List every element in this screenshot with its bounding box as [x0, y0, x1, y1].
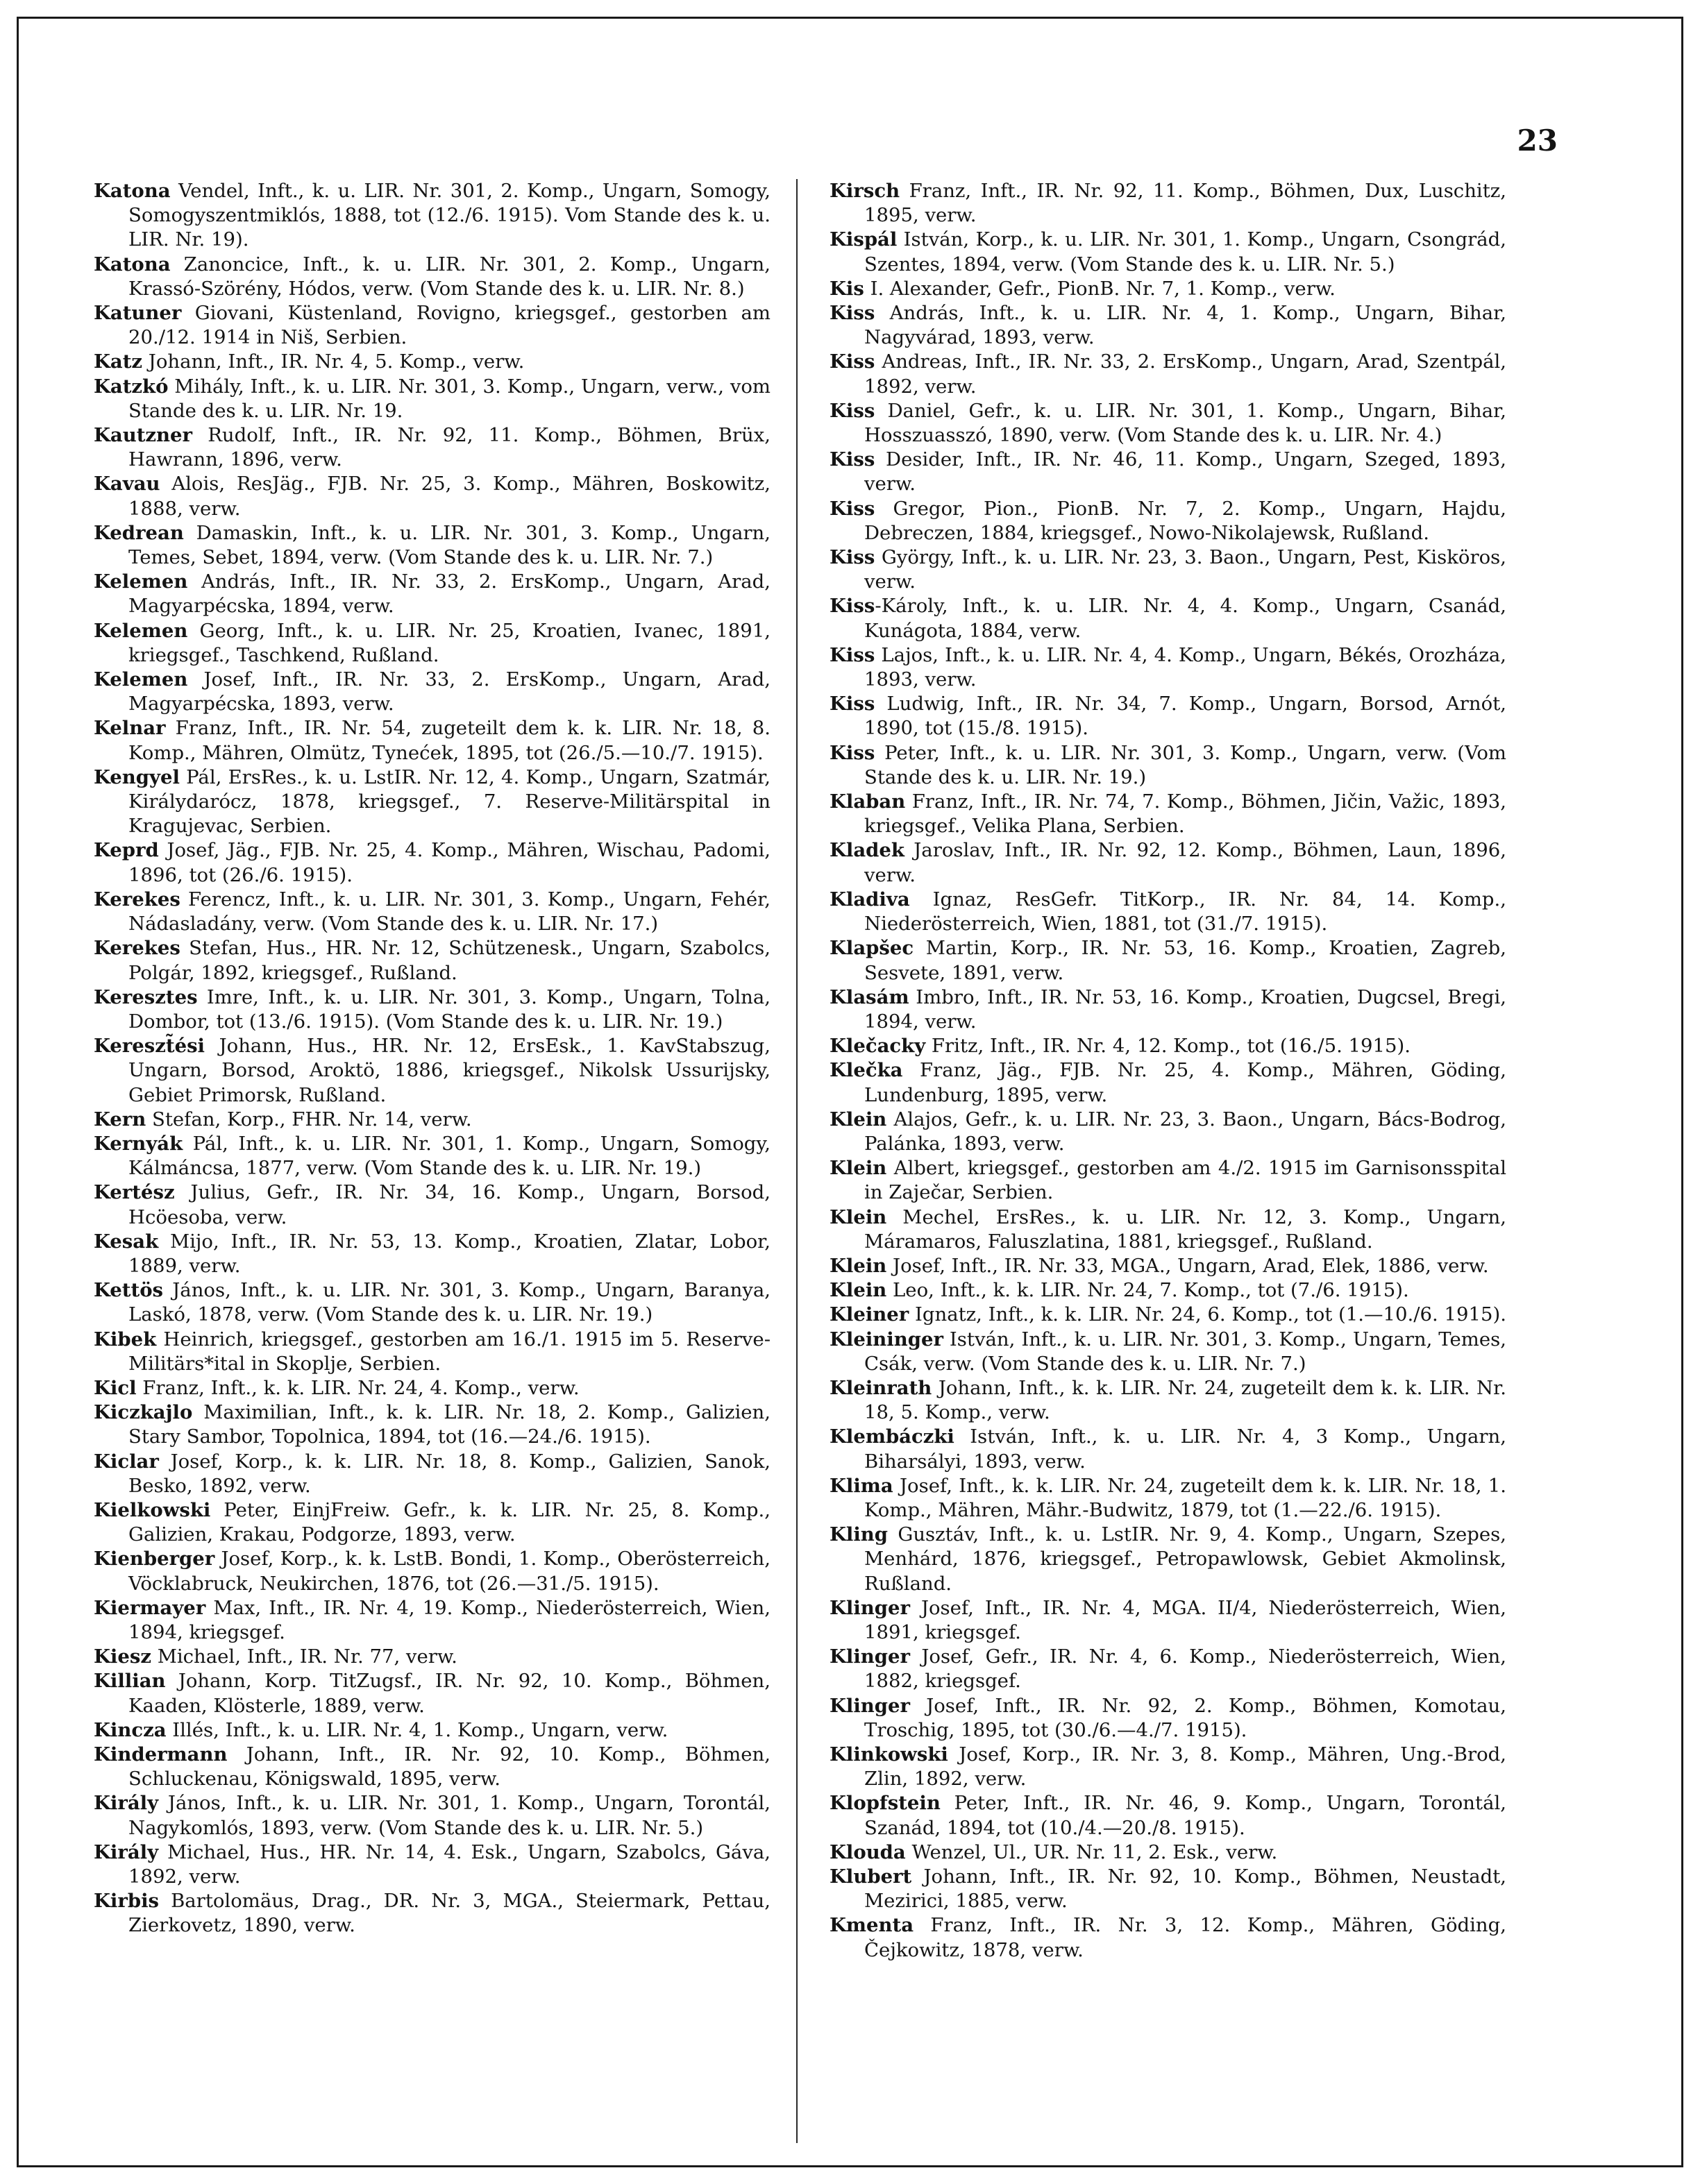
- entry-surname: Király: [94, 1840, 159, 1863]
- entry-details: Josef, Korp., IR. Nr. 3, 8. Komp., Mähren, Ung.-Brod, Zlin, 1892, verw.: [864, 1743, 1506, 1791]
- entry-surname: Klembáczki: [830, 1425, 954, 1448]
- list-item: [830, 1645, 1506, 1693]
- list-item: [830, 985, 1506, 1034]
- entry-surname: Klein: [830, 1279, 887, 1302]
- list-item: [94, 1108, 771, 1132]
- entry-surname: Katzkó: [94, 375, 169, 398]
- entry-details: Johann, Inft., IR. Nr. 92, 10. Komp., Böhmen, Neustadt, Mezirici, 1885, verw.: [864, 1865, 1506, 1913]
- entry-details: Franz, Inft., IR. Nr. 54, zugeteilt dem k. k. LIR. Nr. 18, 8. Komp., Mähren, Olmütz, Tynećek, 1895, tot (26./5.—10./7. 1915).: [128, 717, 771, 764]
- list-item: [94, 765, 771, 839]
- entry-details: Stefan, Hus., HR. Nr. 12, Schützenesk., Ungarn, Szabolcs, Polgár, 1892, kriegsgef., Rußland.: [128, 937, 771, 984]
- entry-surname: Keresztes: [94, 985, 198, 1008]
- entry-surname: Klinger: [830, 1694, 911, 1717]
- entry-surname: Killian: [94, 1670, 166, 1693]
- entry-surname: Klečacky: [830, 1035, 926, 1058]
- entry-details: Giovani, Küstenland, Rovigno, kriegsgef., gestorben am 20./12. 1914 in Niš, Serbien.: [128, 302, 771, 349]
- entry-surname: Kedrean: [94, 521, 184, 544]
- entry-surname: Katona: [94, 253, 171, 276]
- entry-details: Georg, Inft., k. u. LIR. Nr. 25, Kroatien, Ivanec, 1891, kriegsgef., Taschkend, Rußland.: [128, 619, 771, 666]
- entry-surname: Kiss: [830, 350, 875, 373]
- entry-surname: Katona: [94, 180, 171, 202]
- entry-details: Johann, Inft., IR. Nr. 92, 10. Komp., Böhmen, Schluckenau, Königswald, 1895, verw.: [128, 1743, 771, 1791]
- entry-surname: Kiss: [830, 302, 875, 325]
- entry-details: Ignaz, ResGefr. TitKorp., IR. Nr. 84, 14. Komp., Niederösterreich, Wien, 1881, tot (31./7. 1915).: [864, 888, 1506, 936]
- entry-surname: Klinkowski: [830, 1743, 948, 1766]
- entry-details: Martin, Korp., IR. Nr. 53, 16. Komp., Kroatien, Zagreb, Sesvete, 1891, verw.: [864, 937, 1506, 984]
- list-item: [94, 521, 771, 570]
- list-item: [830, 936, 1506, 985]
- entry-surname: Klaban: [830, 790, 906, 813]
- entry-surname: Kern: [94, 1108, 146, 1131]
- entry-surname: Kertész: [94, 1181, 175, 1204]
- list-item: [830, 1278, 1506, 1303]
- entry-details: Leo, Inft., k. k. LIR. Nr. 24, 7. Komp., tot (7./6. 1915).: [886, 1279, 1409, 1302]
- entry-surname: Kienberger: [94, 1548, 215, 1571]
- list-item: [94, 1718, 771, 1743]
- list-item: [94, 838, 771, 887]
- list-item: [830, 1108, 1506, 1156]
- list-item: [830, 1865, 1506, 1913]
- list-item: [94, 1889, 771, 1938]
- list-item: [830, 350, 1506, 398]
- list-item: [830, 1791, 1506, 1840]
- entry-surname: Kelnar: [94, 717, 166, 740]
- entry-details: Illés, Inft., k. u. LIR. Nr. 4, 1. Komp., Ungarn, verw.: [166, 1718, 668, 1741]
- entry-surname: Kicl: [94, 1376, 137, 1399]
- list-item: [830, 1205, 1506, 1254]
- list-item: [830, 888, 1506, 936]
- entry-surname: Kirbis: [94, 1890, 159, 1913]
- entry-details: Daniel, Gefr., k. u. LIR. Nr. 301, 1. Komp., Ungarn, Bihar, Hosszuasszó, 1890, verw. (Vom Stande des k. u. LIR. Nr. 4.): [864, 399, 1506, 447]
- entry-surname: Kiss: [830, 741, 875, 764]
- list-item: [830, 277, 1506, 301]
- entry-surname: Kirsch: [830, 180, 900, 202]
- entry-surname: Kiclar: [94, 1450, 159, 1473]
- entry-details: -Károly, Inft., k. u. LIR. Nr. 4, 4. Komp., Ungarn, Csanád, Kunágota, 1884, verw.: [864, 595, 1506, 642]
- entry-surname: Katuner: [94, 302, 182, 325]
- entry-surname: Klasám: [830, 985, 909, 1008]
- list-item: [94, 1180, 771, 1229]
- list-item: [830, 1474, 1506, 1523]
- entry-details: János, Inft., k. u. LIR. Nr. 301, 1. Komp., Ungarn, Torontál, Nagykomlós, 1893, verw. (Vom Stande des k. u. LIR. Nr. 5.): [128, 1792, 771, 1839]
- list-item: [830, 692, 1506, 740]
- entry-details: Josef, Inft., IR. Nr. 33, 2. ErsKomp., Ungarn, Arad, Magyarpécska, 1893, verw.: [128, 668, 771, 716]
- entry-surname: Kielkowski: [94, 1498, 211, 1521]
- list-item: [94, 619, 771, 668]
- entry-details: Franz, Inft., IR. Nr. 74, 7. Komp., Böhmen, Jičin, Važic, 1893, kriegsgef., Velika Plana, Serbien.: [864, 790, 1506, 838]
- entry-surname: Kavau: [94, 473, 160, 496]
- list-item: [94, 1840, 771, 1889]
- entry-details: Mihály, Inft., k. u. LIR. Nr. 301, 3. Komp., Ungarn, verw., vom Stande des k. u. LIR. Nr. 19.: [128, 375, 771, 422]
- entry-surname: Kis: [830, 277, 864, 300]
- entry-surname: Kengyel: [94, 765, 180, 788]
- list-item: [94, 350, 771, 374]
- entry-surname: Kling: [830, 1523, 889, 1546]
- list-item: [94, 1278, 771, 1327]
- entry-details: I. Alexander, Gefr., PionB. Nr. 7, 1. Komp., verw.: [864, 277, 1336, 300]
- list-item: [830, 545, 1506, 594]
- entry-surname: Kereszt̃ési: [94, 1035, 205, 1058]
- entry-details: Gregor, Pion., PionB. Nr. 7, 2. Komp., Ungarn, Hajdu, Debreczen, 1884, kriegsgef., Nowo-Nikolajewsk, Rußland.: [864, 497, 1506, 544]
- entry-surname: Kladek: [830, 839, 904, 862]
- entry-details: Pál, Inft., k. u. LIR. Nr. 301, 1. Komp., Ungarn, Somogy, Kálmáncsa, 1877, verw. (Vom Stande des k. u. LIR. Nr. 19.): [128, 1132, 771, 1180]
- entry-surname: Kincza: [94, 1718, 167, 1741]
- entry-surname: Kiermayer: [94, 1596, 206, 1619]
- list-item: [94, 985, 771, 1034]
- list-item: [830, 497, 1506, 545]
- list-item: [830, 301, 1506, 350]
- list-item: [94, 1328, 771, 1376]
- entry-surname: Kleininger: [830, 1328, 943, 1351]
- list-item: [830, 1254, 1506, 1278]
- entry-details: Franz, Inft., k. k. LIR. Nr. 24, 4. Komp., verw.: [136, 1376, 580, 1399]
- entry-details: Peter, EinjFreiw. Gefr., k. k. LIR. Nr. 25, 8. Komp., Galizien, Krakau, Podgorze, 1893, verw.: [128, 1498, 771, 1546]
- entry-surname: Klinger: [830, 1645, 911, 1668]
- list-item: [94, 179, 771, 253]
- entry-details: Bartolomäus, Drag., DR. Nr. 3, MGA., Steiermark, Pettau, Zierkovetz, 1890, verw.: [128, 1890, 771, 1937]
- entry-surname: Kelemen: [94, 619, 188, 642]
- entry-surname: Kiczkajlo: [94, 1401, 193, 1424]
- entry-surname: Kiss: [830, 546, 875, 569]
- entry-surname: Kerekes: [94, 937, 180, 960]
- list-item: [94, 1669, 771, 1718]
- list-item: [94, 570, 771, 618]
- entry-details: Max, Inft., IR. Nr. 4, 19. Komp., Niederösterreich, Wien, 1894, kriegsgef.: [128, 1596, 771, 1643]
- entry-details: Josef, Gefr., IR. Nr. 4, 6. Komp., Niederösterreich, Wien, 1882, kriegsgef.: [864, 1645, 1506, 1693]
- list-item: [830, 594, 1506, 643]
- entry-surname: Kiss: [830, 693, 875, 716]
- entry-details: Peter, Inft., k. u. LIR. Nr. 301, 3. Komp., Ungarn, verw. (Vom Stande des k. u. LIR. Nr. 19.): [864, 741, 1506, 788]
- entry-details: István, Inft., k. u. LIR. Nr. 301, 3. Komp., Ungarn, Temes, Csák, verw. (Vom Stande des k. u. LIR. Nr. 7.): [864, 1328, 1506, 1375]
- entry-surname: Klein: [830, 1205, 887, 1228]
- entry-details: Josef, Jäg., FJB. Nr. 25, 4. Komp., Mähren, Wischau, Padomi, 1896, tot (26./6. 1915).: [128, 839, 771, 886]
- entry-surname: Kernyák: [94, 1132, 183, 1155]
- entry-surname: Kiss: [830, 399, 875, 422]
- entry-surname: Kleiner: [830, 1303, 909, 1326]
- entry-details: Jaroslav, Inft., IR. Nr. 92, 12. Komp., Böhmen, Laun, 1896, verw.: [864, 839, 1506, 886]
- entry-surname: Kispál: [830, 228, 898, 251]
- entry-details: Josef, Korp., k. k. LstB. Bondi, 1. Komp., Oberösterreich, Vöcklabruck, Neukirchen, 1876, tot (26.—31./5. 1915).: [128, 1548, 771, 1595]
- entry-surname: Kiesz: [94, 1645, 151, 1668]
- entry-surname: Kelemen: [94, 668, 188, 691]
- entry-surname: Kerekes: [94, 888, 180, 911]
- list-item: [830, 1156, 1506, 1205]
- entry-surname: Klima: [830, 1474, 893, 1497]
- entry-surname: Kesak: [94, 1230, 159, 1253]
- list-item: [94, 1132, 771, 1180]
- entry-details: Gusztáv, Inft., k. u. LstIR. Nr. 9, 4. Komp., Ungarn, Szepes, Menhárd, 1876, kriegsgef., Petropawlowsk, Gebiet Akmolinsk, Rußland.: [864, 1523, 1506, 1595]
- list-item: [830, 399, 1506, 448]
- entry-details: Josef, Inft., IR. Nr. 92, 2. Komp., Böhmen, Komotau, Troschig, 1895, tot (30./6.—4./7. 1915).: [864, 1694, 1506, 1741]
- entry-details: Zanoncice, Inft., k. u. LIR. Nr. 301, 2. Komp., Ungarn, Krassó-Szörény, Hódos, verw. (Vom Stande des k. u. LIR. Nr. 8.): [128, 253, 771, 300]
- entry-surname: Kiss: [830, 595, 875, 618]
- entry-surname: Kleinrath: [830, 1376, 932, 1399]
- entry-details: Lajos, Inft., k. u. LIR. Nr. 4, 4. Komp., Ungarn, Békés, Orozháza, 1893, verw.: [864, 643, 1506, 691]
- list-item: [830, 1376, 1506, 1425]
- list-item: [830, 1596, 1506, 1645]
- list-item: [94, 301, 771, 350]
- list-item: [830, 1328, 1506, 1376]
- entry-details: Rudolf, Inft., IR. Nr. 92, 11. Komp., Böhmen, Brüx, Hawrann, 1896, verw.: [128, 424, 771, 471]
- entry-details: Franz, Inft., IR. Nr. 92, 11. Komp., Böhmen, Dux, Luschitz, 1895, verw.: [864, 180, 1506, 227]
- entry-details: Fritz, Inft., IR. Nr. 4, 12. Komp., tot (16./5. 1915).: [925, 1035, 1411, 1058]
- left-column: [94, 179, 771, 1938]
- list-item: [94, 936, 771, 985]
- entry-details: Franz, Jäg., FJB. Nr. 25, 4. Komp., Mähren, Göding, Lundenburg, 1895, verw.: [864, 1059, 1506, 1106]
- entry-details: Josef, Inft., IR. Nr. 33, MGA., Ungarn, Arad, Elek, 1886, verw.: [886, 1254, 1489, 1277]
- entry-details: Franz, Inft., IR. Nr. 3, 12. Komp., Mähren, Göding, Čejkowitz, 1878, verw.: [864, 1914, 1506, 1961]
- entry-details: János, Inft., k. u. LIR. Nr. 301, 3. Komp., Ungarn, Baranya, Laskó, 1878, verw. (Vom Stande des k. u. LIR. Nr. 19.): [128, 1279, 771, 1326]
- list-item: [94, 668, 771, 716]
- list-item: [830, 741, 1506, 790]
- list-item: [94, 472, 771, 520]
- entry-details: Josef, Inft., k. k. LIR. Nr. 24, zugeteilt dem k. k. LIR. Nr. 18, 1. Komp., Mähren, Mähr.-Budwitz, 1879, tot (1.—22./6. 1915).: [864, 1474, 1506, 1521]
- list-item: [94, 1230, 771, 1278]
- right-column: [830, 179, 1506, 1963]
- list-item: [94, 423, 771, 472]
- list-item: [830, 448, 1506, 496]
- entry-surname: Klinger: [830, 1596, 911, 1619]
- list-item: [94, 253, 771, 301]
- list-item: [830, 1425, 1506, 1473]
- entry-details: Mechel, ErsRes., k. u. LIR. Nr. 12, 3. Komp., Ungarn, Máramaros, Faluszlatina, 1881, kriegsgef., Rußland.: [864, 1205, 1506, 1253]
- entry-surname: Kiss: [830, 448, 875, 471]
- list-item: [94, 1376, 771, 1400]
- entry-details: András, Inft., k. u. LIR. Nr. 4, 1. Komp., Ungarn, Bihar, Nagyvárad, 1893, verw.: [864, 302, 1506, 349]
- entry-surname: Kmenta: [830, 1914, 914, 1937]
- entry-details: Peter, Inft., IR. Nr. 46, 9. Komp., Ungarn, Torontál, Szanád, 1894, tot (10./4.—20./8. 1915).: [864, 1792, 1506, 1839]
- entry-details: Michael, Hus., HR. Nr. 14, 4. Esk., Ungarn, Szabolcs, Gáva, 1892, verw.: [128, 1840, 771, 1888]
- list-item: [830, 1694, 1506, 1743]
- entry-details: Imre, Inft., k. u. LIR. Nr. 301, 3. Komp., Ungarn, Tolna, Dombor, tot (13./6. 1915). (Vom Stande des k. u. LIR. Nr. 19.): [128, 985, 771, 1033]
- entry-details: Vendel, Inft., k. u. LIR. Nr. 301, 2. Komp., Ungarn, Somogy, Somogyszentmiklós, 1888, tot (12./6. 1915). Vom Stande des k. u. LIR. Nr. 19).: [128, 180, 771, 251]
- list-item: [94, 1791, 771, 1840]
- entry-details: Johann, Inft., IR. Nr. 4, 5. Komp., verw.: [142, 350, 525, 373]
- list-item: [830, 1523, 1506, 1596]
- entry-details: Johann, Inft., k. k. LIR. Nr. 24, zugeteilt dem k. k. LIR. Nr. 18, 5. Komp., verw.: [864, 1376, 1506, 1424]
- entry-details: Albert, kriegsgef., gestorben am 4./2. 1915 im Garnisonsspital in Zaječar, Serbien.: [864, 1157, 1506, 1204]
- entry-details: Wenzel, Ul., UR. Nr. 11, 2. Esk., verw.: [905, 1840, 1278, 1863]
- list-item: [830, 643, 1506, 692]
- list-item: [94, 716, 771, 765]
- list-item: [830, 1303, 1506, 1327]
- list-item: [830, 790, 1506, 838]
- entry-details: András, Inft., IR. Nr. 33, 2. ErsKomp., Ungarn, Arad, Magyarpécska, 1894, verw.: [128, 570, 771, 618]
- entry-details: Andreas, Inft., IR. Nr. 33, 2. ErsKomp., Ungarn, Arad, Szentpál, 1892, verw.: [864, 350, 1506, 398]
- entry-details: Desider, Inft., IR. Nr. 46, 11. Komp., Ungarn, Szeged, 1893, verw.: [864, 448, 1506, 496]
- entry-surname: Klapšec: [830, 937, 914, 960]
- entry-details: Alois, ResJäg., FJB. Nr. 25, 3. Komp., Mähren, Boskowitz, 1888, verw.: [128, 473, 771, 520]
- list-item: [830, 179, 1506, 228]
- entry-surname: Kiss: [830, 497, 875, 520]
- list-item: [94, 1596, 771, 1645]
- list-item: [94, 1400, 771, 1449]
- entry-surname: Kindermann: [94, 1743, 228, 1766]
- list-item: [94, 1547, 771, 1595]
- entry-surname: Kettös: [94, 1279, 164, 1302]
- entry-surname: Klein: [830, 1108, 887, 1131]
- entry-details: Pál, ErsRes., k. u. LstIR. Nr. 12, 4. Komp., Ungarn, Szatmár, Királydarócz, 1878, kriegsgef., 7. Reserve-Militärspital in Kragujevac, Serbien.: [128, 765, 771, 838]
- entry-surname: Kladiva: [830, 888, 910, 911]
- entry-details: Maximilian, Inft., k. k. LIR. Nr. 18, 2. Komp., Galizien, Stary Sambor, Topolnica, 1894, tot (16.—24./6. 1915).: [128, 1401, 771, 1448]
- list-item: [94, 375, 771, 423]
- list-item: [94, 1498, 771, 1547]
- entry-details: Ignatz, Inft., k. k. LIR. Nr. 24, 6. Komp., tot (1.—10./6. 1915).: [909, 1303, 1506, 1326]
- entry-details: István, Korp., k. u. LIR. Nr. 301, 1. Komp., Ungarn, Csongrád, Szentes, 1894, verw. (Vom Stande des k. u. LIR. Nr. 5.): [864, 228, 1506, 276]
- entry-details: Ludwig, Inft., IR. Nr. 34, 7. Komp., Ungarn, Borsod, Arnót, 1890, tot (15./8. 1915).: [864, 693, 1506, 740]
- list-item: [94, 1645, 771, 1669]
- entry-details: Stefan, Korp., FHR. Nr. 14, verw.: [146, 1108, 472, 1131]
- entry-details: Imbro, Inft., IR. Nr. 53, 16. Komp., Kroatien, Dugcsel, Bregi, 1894, verw.: [864, 985, 1506, 1033]
- list-item: [830, 1058, 1506, 1107]
- entry-surname: Kibek: [94, 1328, 157, 1351]
- column-divider: [796, 179, 798, 2143]
- entry-details: Julius, Gefr., IR. Nr. 34, 16. Komp., Ungarn, Borsod, Hcöesoba, verw.: [128, 1181, 771, 1228]
- entry-surname: Klein: [830, 1254, 887, 1277]
- list-item: [830, 1034, 1506, 1058]
- entry-surname: Kiss: [830, 643, 875, 666]
- list-item: [830, 1913, 1506, 1962]
- list-item: [94, 888, 771, 936]
- entry-details: Michael, Inft., IR. Nr. 77, verw.: [151, 1645, 457, 1668]
- entry-surname: Kelemen: [94, 570, 188, 593]
- list-item: [830, 228, 1506, 276]
- entry-details: Damaskin, Inft., k. u. LIR. Nr. 301, 3. Komp., Ungarn, Temes, Sebet, 1894, verw. (Vom Stande des k. u. LIR. Nr. 7.): [128, 521, 771, 569]
- entry-surname: Klečka: [830, 1059, 903, 1082]
- entry-surname: Keprd: [94, 839, 159, 862]
- entry-details: Johann, Hus., HR. Nr. 12, ErsEsk., 1. KavStabszug, Ungarn, Borsod, Aroktö, 1886, kriegsgef., Nikolsk Ussurijsky, Gebiet Primorsk, Rußland.: [128, 1035, 771, 1106]
- list-item: [830, 838, 1506, 887]
- entry-details: Josef, Korp., k. k. LIR. Nr. 18, 8. Komp., Galizien, Sanok, Besko, 1892, verw.: [128, 1450, 771, 1497]
- list-item: [94, 1034, 771, 1108]
- entry-surname: Klubert: [830, 1865, 912, 1888]
- entry-details: Josef, Inft., IR. Nr. 4, MGA. II/4, Niederösterreich, Wien, 1891, kriegsgef.: [864, 1596, 1506, 1643]
- entry-details: György, Inft., k. u. LIR. Nr. 23, 3. Baon., Ungarn, Pest, Kisköros, verw.: [864, 546, 1506, 593]
- entry-details: Heinrich, kriegsgef., gestorben am 16./1. 1915 im 5. Reserve-Militärs*ital in Skoplje, Serbien.: [128, 1328, 771, 1375]
- page-number: 23: [1517, 124, 1558, 158]
- entry-surname: Katz: [94, 350, 143, 373]
- entry-details: Alajos, Gefr., k. u. LIR. Nr. 23, 3. Baon., Ungarn, Bács-Bodrog, Palánka, 1893, verw.: [864, 1108, 1506, 1155]
- list-item: [830, 1840, 1506, 1865]
- entry-details: Ferencz, Inft., k. u. LIR. Nr. 301, 3. Komp., Ungarn, Fehér, Nádasladány, verw. (Vom Stande des k. u. LIR. Nr. 17.): [128, 888, 771, 936]
- entry-details: Mijo, Inft., IR. Nr. 53, 13. Komp., Kroatien, Zlatar, Lobor, 1889, verw.: [128, 1230, 771, 1277]
- entry-surname: Király: [94, 1792, 159, 1815]
- list-item: [94, 1450, 771, 1498]
- list-item: [830, 1743, 1506, 1791]
- list-item: [94, 1743, 771, 1791]
- entry-surname: Kautzner: [94, 424, 193, 447]
- entry-surname: Klein: [830, 1157, 887, 1180]
- entry-details: Johann, Korp. TitZugsf., IR. Nr. 92, 10. Komp., Böhmen, Kaaden, Klösterle, 1889, verw.: [128, 1670, 771, 1717]
- entry-surname: Klouda: [830, 1840, 906, 1863]
- entry-details: István, Inft., k. u. LIR. Nr. 4, 3 Komp., Ungarn, Biharsályi, 1893, verw.: [864, 1425, 1506, 1473]
- entry-surname: Klopfstein: [830, 1792, 941, 1815]
